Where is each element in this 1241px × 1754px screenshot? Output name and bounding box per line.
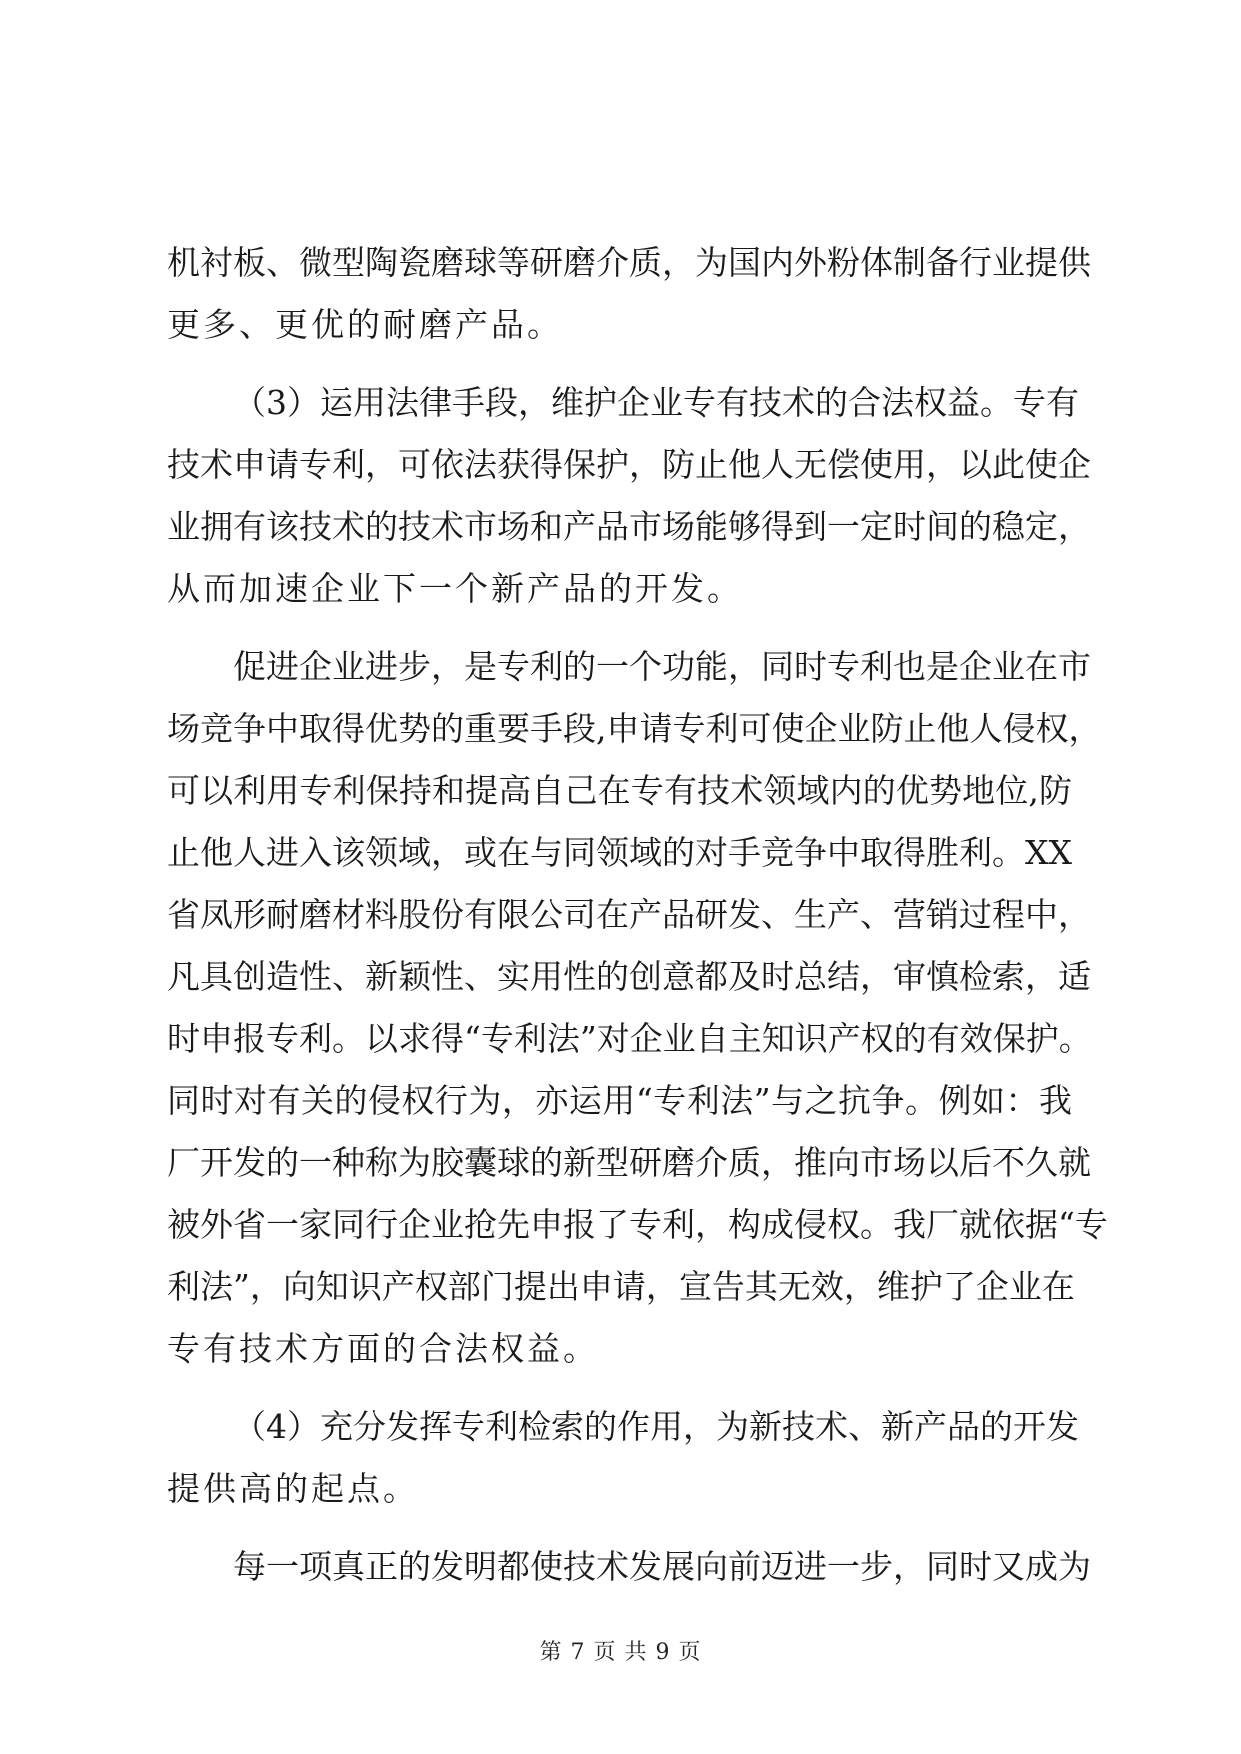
text-line: 提供高的起点。 <box>167 1469 419 1508</box>
paragraph-gap <box>167 620 1072 636</box>
paragraph-p5 <box>167 1536 1091 1598</box>
text-line: 更多、更优的耐磨产品。 <box>167 305 563 344</box>
text-line: 可以利用专利保持和提高自己在专有技术领域内的优势地位,防 <box>167 771 1072 810</box>
text-line: 利法”，向知识产权部门提出申请，宣告其无效，维护了企业在 <box>167 1267 1075 1306</box>
text-line: 从而加速企业下一个新产品的开发。 <box>167 569 743 608</box>
text-line: 时申报专利。以求得“专利法”对企业自主知识产权的有效保护。 <box>167 1019 1092 1058</box>
text-line: （4）充分发挥专利检索的作用，为新技术、新产品的开发 <box>233 1407 1079 1446</box>
text-line: 业拥有该技术的技术市场和产品市场能够得到一定时间的稳定， <box>167 507 1091 546</box>
text-line: 促进企业进步，是专利的一个功能，同时专利也是企业在市 <box>233 647 1091 686</box>
paragraph-p1 <box>167 232 1091 356</box>
text-line: 专有技术方面的合法权益。 <box>167 1329 599 1368</box>
text-line: 场竞争中取得优势的重要手段,申请专利可使企业防止他人侵权， <box>167 709 1102 748</box>
text-line: 机衬板、微型陶瓷磨球等研磨介质，为国内外粉体制备行业提供 <box>167 243 1091 282</box>
paragraph-p4 <box>167 1396 1079 1520</box>
paragraph-gap <box>167 1520 1072 1536</box>
text-line: 凡具创造性、新颖性、实用性的创意都及时总结，审慎检索，适 <box>167 957 1091 996</box>
text-line: 厂开发的一种称为胶囊球的新型研磨介质，推向市场以后不久就 <box>167 1143 1091 1182</box>
text-line: 被外省一家同行企业抢先申报了专利，构成侵权。我厂就依据“专 <box>167 1205 1108 1244</box>
text-line: 技术申请专利，可依法获得保护，防止他人无偿使用，以此使企 <box>167 445 1091 484</box>
text-line: （3）运用法律手段，维护企业专有技术的合法权益。专有 <box>233 383 1079 422</box>
paragraph-gap <box>167 356 1072 372</box>
document-body <box>167 232 1108 1598</box>
text-line: 同时对有关的侵权行为，亦运用“专利法”与之抗争。例如：我 <box>167 1081 1072 1120</box>
page-footer: 第 7 页 共 9 页 <box>539 1640 702 1665</box>
text-line: 每一项真正的发明都使技术发展向前迈进一步，同时又成为 <box>233 1547 1091 1586</box>
paragraph-gap <box>167 1380 1072 1396</box>
paragraph-p3 <box>167 636 1108 1380</box>
text-line: 止他人进入该领域，或在与同领域的对手竞争中取得胜利。XX <box>167 833 1072 872</box>
text-line: 省凤形耐磨材料股份有限公司在产品研发、生产、营销过程中， <box>167 895 1091 934</box>
paragraph-p2 <box>167 372 1091 620</box>
